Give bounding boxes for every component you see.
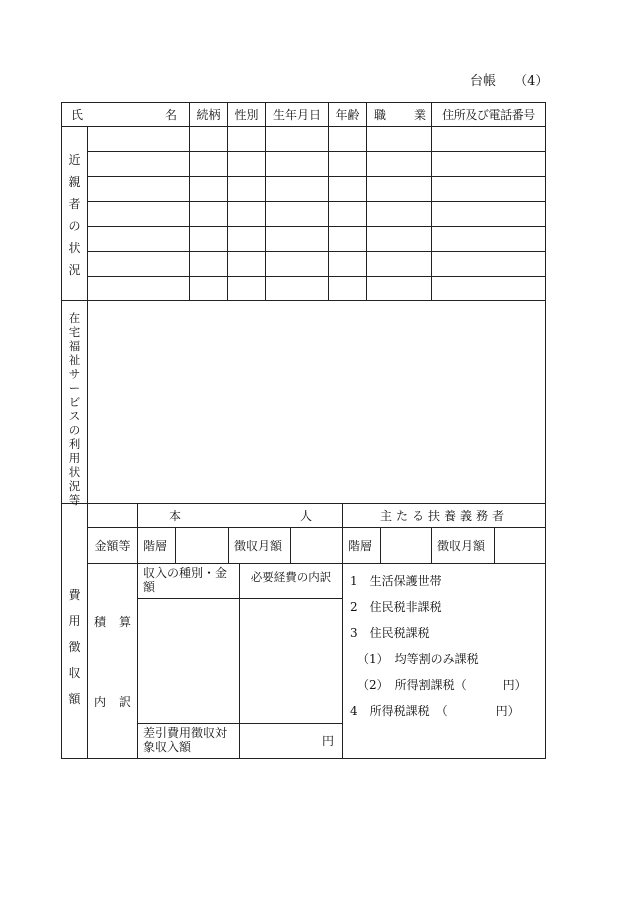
- calc-label: [88, 612, 137, 632]
- welfare-label-char: 宅: [68, 325, 81, 339]
- header-name-b: 名: [164, 107, 177, 122]
- calc-label-a: 積: [94, 615, 107, 629]
- welfare-label-char: 福: [68, 339, 81, 353]
- relatives-section-label: [62, 153, 87, 277]
- welfare-label-char: 況: [68, 479, 81, 493]
- detail-label-a: 内: [94, 695, 107, 709]
- category-item: 3 住民税課税: [350, 626, 430, 640]
- header-sex: 性別: [234, 107, 259, 122]
- category-item: （1） 均等割のみ課税: [357, 652, 479, 666]
- welfare-label-char: 利: [68, 437, 81, 451]
- welfare-label-char: 等: [68, 493, 81, 507]
- relatives-label-char: の: [68, 219, 81, 233]
- category-item: 1 生活保護世帯: [350, 574, 442, 588]
- welfare-label-char: ー: [68, 381, 81, 395]
- welfare-section-label: [62, 311, 87, 507]
- net-income-yen: 円: [322, 734, 335, 748]
- ledger-number: （4）: [514, 74, 549, 89]
- header-occupation-a: 職: [374, 107, 387, 122]
- calc-label-b: 算: [119, 615, 132, 629]
- relatives-label-char: 況: [68, 263, 81, 277]
- person-header: [138, 504, 342, 527]
- income-type-header: 収入の種別・金額: [143, 566, 228, 594]
- detail-label: [88, 692, 137, 712]
- detail-label-b: 訳: [119, 695, 132, 709]
- person-header-a: 本: [169, 508, 182, 523]
- ledger-title-text: 台帳: [470, 74, 497, 89]
- fee-section-label: [62, 588, 87, 706]
- header-address-phone: 住所及び電話番号: [442, 107, 535, 122]
- relatives-label-char: 近: [68, 153, 81, 167]
- category-item: 4 所得税課税 （ 円）: [350, 704, 520, 718]
- month-label: 徴収月額: [234, 538, 283, 553]
- expense-header: 必要経費の内訳: [250, 570, 332, 584]
- header-name-a: 氏: [71, 107, 84, 122]
- welfare-label-char: の: [68, 423, 81, 437]
- header-occupation: [367, 103, 431, 126]
- tier-label: 階層: [143, 538, 168, 553]
- fee-label-char: 徴: [68, 640, 81, 654]
- category-item: （2） 所得割課税（ 円）: [357, 678, 527, 692]
- welfare-label-char: 状: [68, 465, 81, 479]
- fee-label-char: 額: [68, 692, 81, 706]
- relatives-label-char: 者: [68, 197, 81, 211]
- header-relationship: 続柄: [196, 107, 221, 122]
- fee-label-char: 費: [68, 588, 81, 602]
- header-name: [62, 103, 189, 126]
- person-header-b: 人: [299, 508, 312, 523]
- welfare-label-char: 用: [68, 451, 81, 465]
- obligor-tier-label: 階層: [348, 538, 373, 553]
- category-item: 2 住民税非課税: [350, 600, 442, 614]
- welfare-label-char: 祉: [68, 353, 81, 367]
- header-birth-date: 生年月日: [272, 107, 321, 122]
- relatives-label-char: 状: [68, 241, 81, 255]
- relatives-label-char: 親: [68, 175, 81, 189]
- welfare-label-char: ビ: [68, 395, 81, 409]
- header-occupation-b: 業: [413, 107, 426, 122]
- obligor-header: 主たる扶養義務者: [379, 508, 508, 523]
- obligor-month-label: 徴収月額: [437, 538, 486, 553]
- fee-label-char: 収: [68, 666, 81, 680]
- net-income-label: 差引費用徴収対象収入額: [143, 726, 228, 754]
- welfare-label-char: ス: [68, 409, 81, 423]
- welfare-label-char: 在: [68, 311, 81, 325]
- header-age: 年齢: [335, 107, 360, 122]
- amount-label: 金額等: [94, 538, 131, 553]
- welfare-label-char: サ: [68, 367, 81, 381]
- fee-label-char: 用: [68, 614, 81, 628]
